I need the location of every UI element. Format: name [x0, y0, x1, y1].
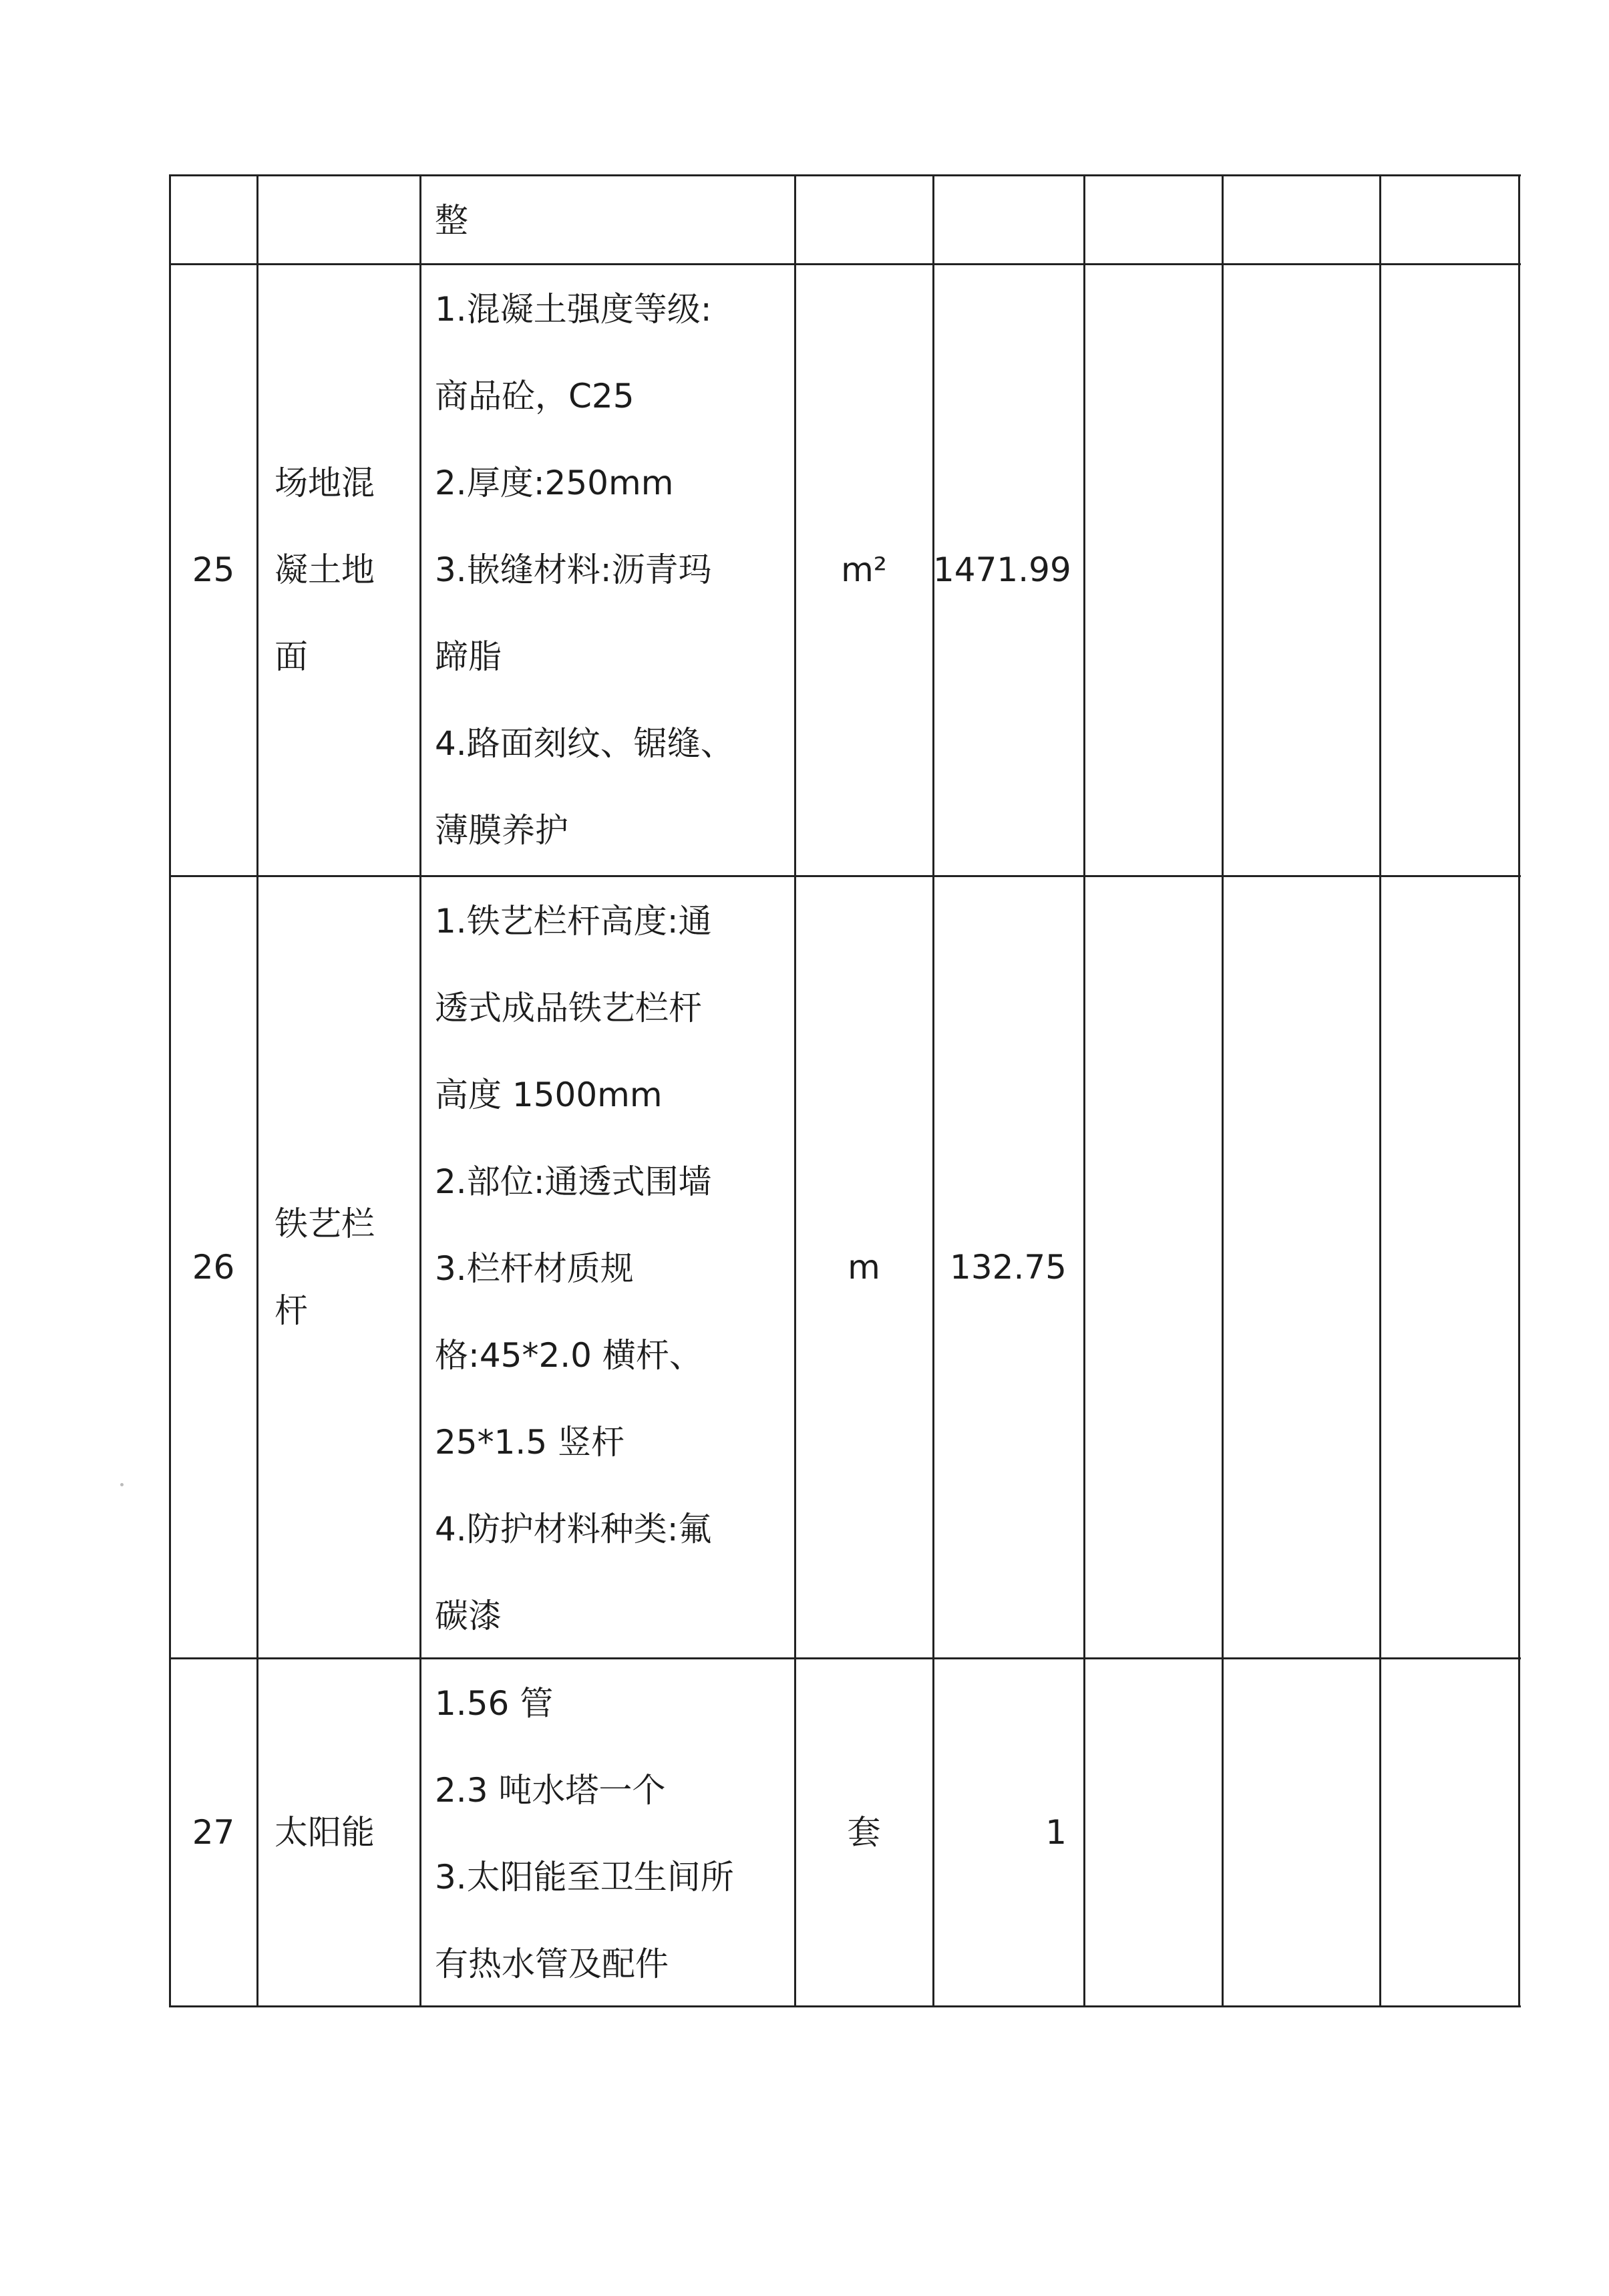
table-row-border [170, 875, 1521, 877]
item-description-line: 商品砼，C25 [435, 377, 635, 416]
unit-cell: m² [841, 550, 887, 589]
item-description-line: 薄膜养护 [435, 811, 568, 850]
item-description-line: 透式成品铁艺栏杆 [435, 989, 702, 1027]
item-description-line: 碳漆 [435, 1597, 502, 1635]
item-description-line: 整 [435, 201, 468, 240]
item-description-line: 3.太阳能至卫生间所 [435, 1858, 734, 1897]
item-description-line: 3.嵌缝材料:沥青玛 [435, 550, 712, 589]
item-description-line: 1.56 管 [435, 1684, 554, 1723]
quantity-cell: 132.75 [950, 1247, 1067, 1287]
table-column-border [1222, 174, 1224, 2007]
item-description-line: 蹄脂 [435, 637, 502, 676]
table-column-border [932, 174, 934, 2007]
table-row-border [170, 1657, 1521, 1659]
unit-cell: m [848, 1247, 880, 1287]
item-name-line: 铁艺栏 [275, 1204, 375, 1243]
table-column-border [1083, 174, 1085, 2007]
table-row-border [170, 174, 1521, 176]
table-column-border [256, 174, 258, 2007]
item-description-line: 4.防护材料种类:氟 [435, 1510, 712, 1548]
table-column-border [419, 174, 421, 2007]
item-description-line: 3.栏杆材质规 [435, 1249, 634, 1288]
item-description-line: 25*1.5 竖杆 [435, 1423, 625, 1462]
item-number: 27 [192, 1812, 235, 1852]
table-row-border [170, 2005, 1521, 2007]
scan-speck [120, 1483, 124, 1486]
item-description-line: 2.厚度:250mm [435, 464, 674, 502]
item-number: 26 [192, 1247, 235, 1287]
item-name-line: 面 [275, 637, 308, 676]
item-name-line: 场地混 [275, 464, 375, 502]
item-name-line: 凝土地 [275, 550, 375, 589]
table-column-border [1518, 174, 1520, 2007]
table-column-border [794, 174, 796, 2007]
item-name-line: 太阳能 [275, 1812, 375, 1852]
item-number: 25 [192, 550, 235, 589]
item-description-line: 2.3 吨水塔一个 [435, 1771, 666, 1810]
item-description-line: 格:45*2.0 横杆、 [435, 1336, 703, 1375]
quantity-cell: 1471.99 [933, 550, 1071, 589]
item-description-line: 有热水管及配件 [435, 1945, 669, 1983]
item-description-line: 1.铁艺栏杆高度:通 [435, 902, 712, 941]
table-column-border [169, 174, 171, 2007]
item-description-line: 4.路面刻纹、锯缝、 [435, 724, 734, 763]
item-description-line: 1.混凝土强度等级: [435, 290, 712, 329]
item-description-line: 高度 1500mm [435, 1076, 663, 1114]
unit-cell: 套 [847, 1812, 881, 1852]
item-name-line: 杆 [275, 1291, 308, 1330]
item-description-line: 2.部位:通透式围墙 [435, 1162, 712, 1201]
quantity-cell: 1 [1045, 1812, 1067, 1852]
table-column-border [1379, 174, 1381, 2007]
table-row-border [170, 263, 1521, 265]
